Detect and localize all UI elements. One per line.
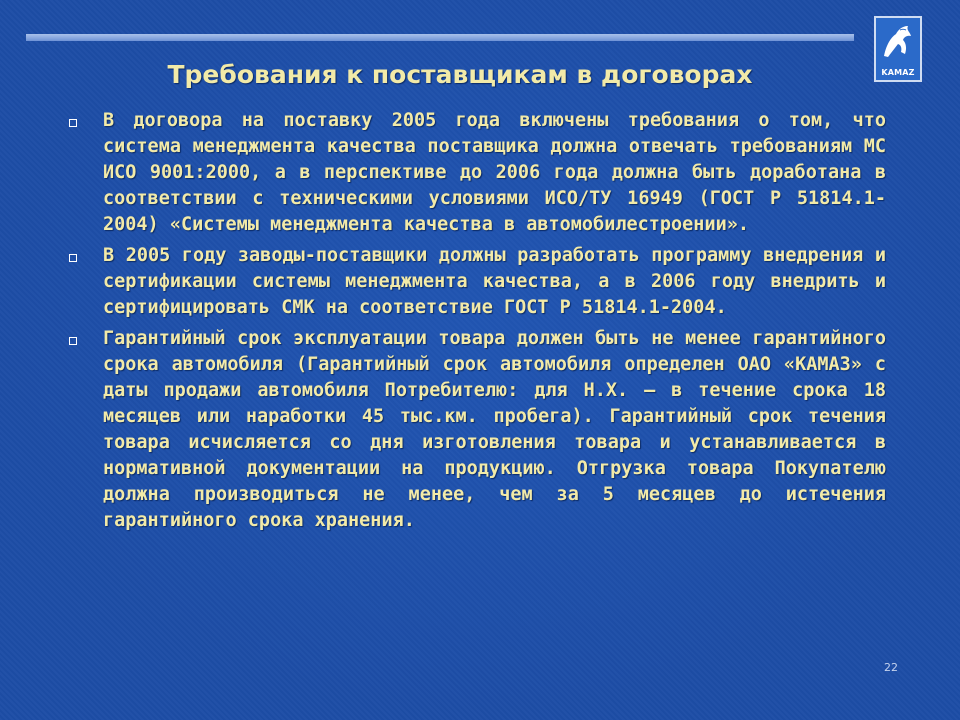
bullet-item: [64, 108, 886, 238]
bullet-text: Гарантийный срок эксплуатации товара должен быть не менее гарантийного срока автомобиля (Гарантийный срок автомобиля определен ОАО «КАМАЗ» с даты продажи автомобиля Потребителю: для Н.Х. – в течение срока 18 месяцев или наработки 45 тыс.км. пробега). Гарантийный срок течения товара исчисляется со дня изготовления товара и устанавливается в нормативной документации на продукцию. Отгрузка товара Покупателю должна производиться не менее, чем за 5 месяцев до истечения гарантийного срока хранения.: [103, 328, 886, 531]
hollow-square-bullet-icon: [69, 119, 77, 127]
hollow-square-bullet-icon: [69, 254, 77, 262]
logo-label: KAMAZ: [881, 68, 915, 77]
hollow-square-bullet-icon: [69, 337, 77, 345]
bullet-item: [64, 326, 886, 534]
bullet-list: [64, 108, 886, 539]
horse-emblem-icon: [880, 22, 916, 62]
bullet-item: [64, 243, 886, 321]
bullet-text: В договора на поставку 2005 года включены требования о том, что система менеджмента качества поставщика должна отвечать требованиям МС ИСО 9001:2000, а в перспективе до 2006 года должна быть доработана в соответствии с техническими условиями ИСО/ТУ 16949 (ГОСТ Р 51814.1-2004) «Системы менеджмента качества в автомобилестроении».: [103, 110, 886, 235]
slide-title: Требования к поставщикам в договорах: [167, 60, 753, 89]
page-number: 22: [884, 661, 898, 674]
bullet-text: В 2005 году заводы-поставщики должны разработать программу внедрения и сертификации системы менеджмента качества, а в 2006 году внедрить и сертифицировать СМК на соответствие ГОСТ Р 51814.1-2004.: [103, 245, 886, 318]
top-divider-bar: [26, 34, 854, 41]
